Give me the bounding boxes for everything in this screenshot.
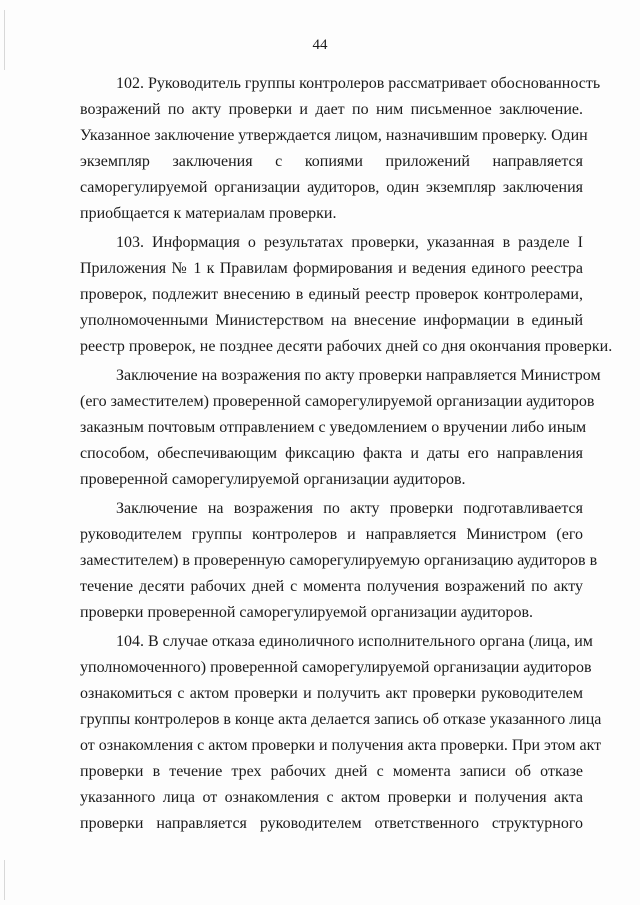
- paragraph-conclusion-sending: [80, 363, 601, 493]
- text-line: заместителем) в проверенную саморегулируемую организацию аудиторов в: [80, 552, 598, 569]
- page-number: 44: [312, 37, 328, 53]
- text-line: реестр проверок, не позднее десяти рабочих дней со дня окончания проверки.: [80, 338, 613, 355]
- text-line: Приложения № 1 к Правилам формирования и ведения единого реестра: [80, 260, 583, 277]
- text-line: приобщается к материалам проверки.: [80, 205, 337, 222]
- text-line: способом, обеспечивающим фиксацию факта и даты его направления: [80, 445, 583, 462]
- text-line: проверки в течение трех рабочих дней с момента записи об отказе: [80, 763, 583, 780]
- text-line: заказным почтовым отправлением с уведомлением о вручении либо иным: [80, 419, 587, 436]
- text-line: возражений по акту проверки и дает по ним письменное заключение.: [80, 101, 583, 118]
- text-line: (его заместителем) проверенной саморегулируемой организации аудиторов: [80, 393, 595, 410]
- text-line: руководителем группы контролеров и направляется Министром (его: [80, 526, 583, 543]
- text-line: Заключение на возражения по акту проверки направляется Министром: [116, 367, 601, 384]
- text-line: Указанное заключение утверждается лицом, назначившим проверку. Один: [80, 127, 588, 144]
- text-line: 103. Информация о результатах проверки, указанная в разделе I: [116, 234, 583, 251]
- paragraph-102: [80, 71, 601, 227]
- paragraph-conclusion-preparation: [80, 496, 598, 626]
- scan-edge-shadow: [4, 860, 5, 900]
- text-line: Заключение на возражения по акту проверки подготавливается: [116, 500, 583, 517]
- text-line: проверки проверенной саморегулируемой организации аудиторов.: [80, 604, 533, 621]
- text-line: течение десяти рабочих дней с момента получения возражений по акту: [80, 578, 583, 595]
- text-line: уполномоченными Министерством на внесение информации в единый: [80, 312, 583, 329]
- text-line: проверенной саморегулируемой организации аудиторов.: [80, 471, 466, 488]
- text-line: ознакомиться с актом проверки и получить акт проверки руководителем: [80, 685, 583, 702]
- text-line: от ознакомления с актом проверки и получения акта проверки. При этом акт: [80, 737, 602, 754]
- text-line: 104. В случае отказа единоличного исполнительного органа (лица, им: [116, 633, 593, 650]
- text-line: экземпляр заключения с копиями приложений направляется: [80, 153, 583, 170]
- text-line: проверки направляется руководителем ответственного структурного: [80, 815, 583, 832]
- text-line: группы контролеров в конце акта делается запись об отказе указанного лица: [80, 711, 602, 728]
- paragraph-104: [80, 629, 602, 837]
- text-line: проверок, подлежит внесению в единый реестр проверок контролерами,: [80, 286, 583, 303]
- text-line: уполномоченного) проверенной саморегулируемой организации аудиторов: [80, 659, 592, 676]
- document-body: [80, 71, 613, 837]
- text-line: 102. Руководитель группы контролеров рассматривает обоснованность: [116, 75, 601, 92]
- text-line: указанного лица от ознакомления с актом проверки и получения акта: [80, 789, 583, 806]
- paragraph-103: [80, 230, 613, 360]
- text-line: саморегулируемой организации аудиторов, один экземпляр заключения: [80, 179, 583, 196]
